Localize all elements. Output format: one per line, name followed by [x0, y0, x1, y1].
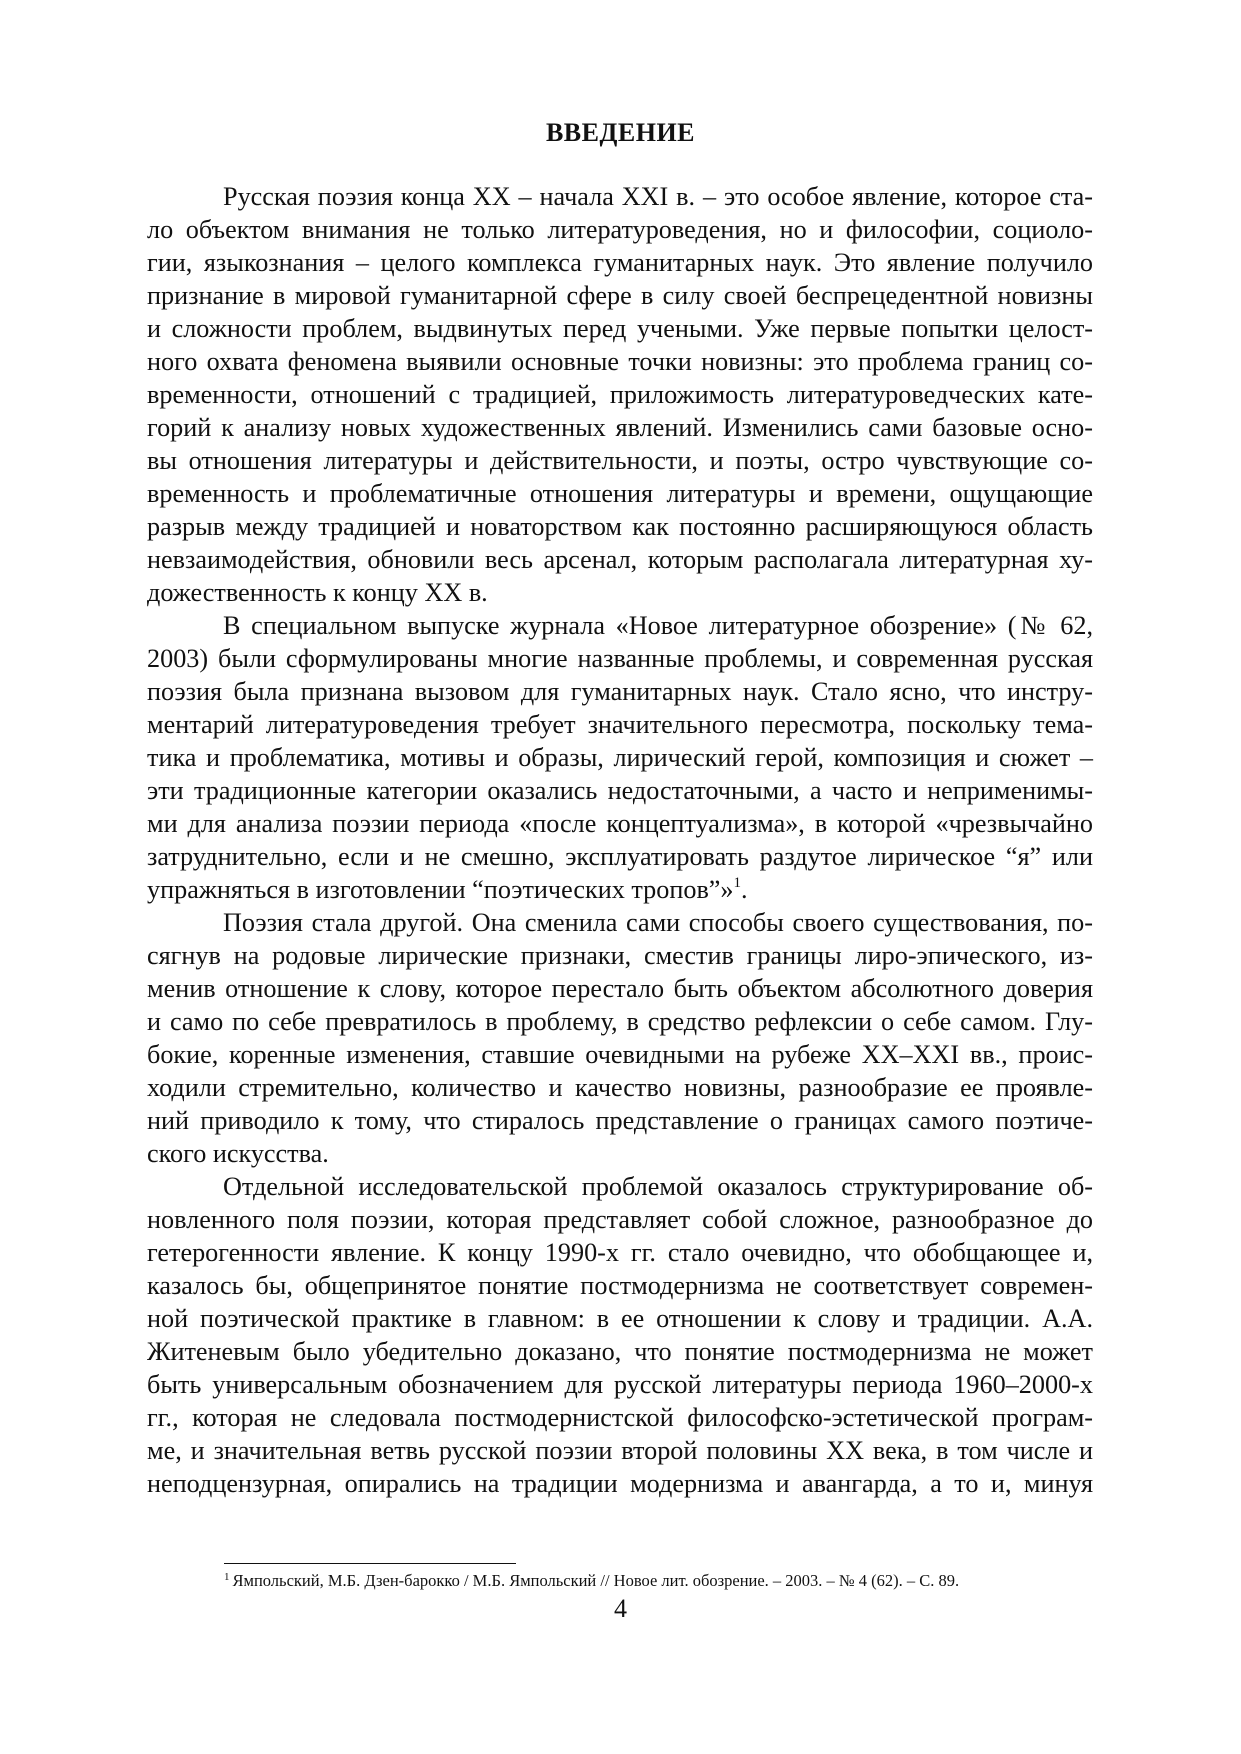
- text-line: гг., которая не следовала постмодернистской философско-эстетической програм-: [147, 1403, 1093, 1432]
- text-line: ний приводило к тому, что стиралось представление о границах самого поэтиче-: [147, 1106, 1093, 1135]
- text-line: ми для анализа поэзии периода «после концептуализма», в которой «чрезвычайно: [147, 809, 1093, 838]
- text-line: ло объектом внимания не только литературоведения, но и философии, социоло-: [147, 215, 1093, 244]
- text-line: Русская поэзия конца XX – начала XXI в. – это особое явление, которое ста-: [223, 182, 1093, 211]
- text-line: упражняться в изготовлении “поэтических тропов”»: [147, 875, 734, 904]
- text-line: невзаимодействия, обновили весь арсенал, которым располагала литературная ху-: [147, 545, 1093, 574]
- text-line: ного охвата феномена выявили основные точки новизны: это проблема границ со-: [147, 347, 1093, 376]
- text-line: бокие, коренные изменения, ставшие очевидными на рубеже XX–XXI вв., проис-: [147, 1040, 1093, 1069]
- text-line: вы отношения литературы и действительности, и поэты, остро чувствующие со-: [147, 446, 1093, 475]
- footnote-reference[interactable]: 1: [733, 875, 742, 891]
- text-line: быть универсальным обозначением для русской литературы периода 1960–2000-х: [147, 1370, 1093, 1399]
- text-line: эти традиционные категории оказались недостаточными, а часто и неприменимы-: [147, 776, 1093, 805]
- footnote-divider: [224, 1563, 516, 1564]
- text-line: гии, языкознания – целого комплекса гуманитарных наук. Это явление получило: [147, 248, 1093, 277]
- text-line: и сложности проблем, выдвинутых перед учеными. Уже первые попытки целост-: [147, 314, 1093, 343]
- text-line: дожественность к концу XX в.: [147, 578, 488, 607]
- text-line: 2003) были сформулированы многие названные проблемы, и современная русская: [147, 644, 1093, 673]
- text-line: неподцензурная, опирались на традиции модернизма и авангарда, а то и, минуя: [147, 1469, 1093, 1498]
- text-line: поэзия была признана вызовом для гуманитарных наук. Стало ясно, что инстру-: [147, 677, 1093, 706]
- text-line: гетерогенности явление. К концу 1990-х гг. стало очевидно, что обобщающее и,: [147, 1238, 1093, 1267]
- text-line: ме, и значительная ветвь русской поэзии второй половины XX века, в том числе и: [147, 1436, 1093, 1465]
- text-line: ского искусства.: [147, 1139, 329, 1168]
- text-line: признание в мировой гуманитарной сфере в силу своей беспрецедентной новизны: [147, 281, 1093, 310]
- text-line: и само по себе превратилось в проблему, в средство рефлексии о себе самом. Глу-: [147, 1007, 1093, 1036]
- text-line: казалось бы, общепринятое понятие постмодернизма не соответствует современ-: [147, 1271, 1093, 1300]
- text-line: В специальном выпуске журнала «Новое литературное обозрение» (№ 62,: [223, 611, 1093, 640]
- text-line: менив отношение к слову, которое перестало быть объектом абсолютного доверия: [147, 974, 1093, 1003]
- text-line: временность и проблематичные отношения литературы и времени, ощущающие: [147, 479, 1093, 508]
- page-number: 4: [614, 1594, 627, 1623]
- text-line: тика и проблематика, мотивы и образы, лирический герой, композиция и сюжет –: [147, 743, 1093, 772]
- text-line-with-footnote: [147, 873, 1093, 906]
- text-line: временности, отношений с традицией, приложимость литературоведческих кате-: [147, 380, 1093, 409]
- footnote-text: Ямпольский, М.Б. Дзен-барокко / М.Б. Ямпольский // Новое лит. обозрение. – 2003. – № 4 (62). – С. 89.: [232, 1571, 960, 1590]
- text-line: Отдельной исследовательской проблемой оказалось структурирование об-: [223, 1172, 1093, 1201]
- text-line: сягнув на родовые лирические признаки, сместив границы лиро-эпического, из-: [147, 941, 1093, 970]
- sentence-end: .: [741, 875, 748, 904]
- text-line: ной поэтической практике в главном: в ее отношении к слову и традиции. А.А.: [147, 1304, 1093, 1333]
- footnote-number: 1: [224, 1571, 230, 1583]
- text-line: ходили стремительно, количество и качество новизны, разнообразие ее проявле-: [147, 1073, 1093, 1102]
- text-line: Житеневым было убедительно доказано, что понятие постмодернизма не может: [147, 1337, 1093, 1366]
- text-line: Поэзия стала другой. Она сменила сами способы своего существования, по-: [223, 908, 1093, 937]
- text-line: разрыв между традицией и новаторством как постоянно расширяющуюся область: [147, 512, 1093, 541]
- text-line: горий к анализу новых художественных явлений. Изменились сами базовые осно-: [147, 413, 1093, 442]
- footnote: [224, 1570, 1124, 1592]
- text-line: ментарий литературоведения требует значительного пересмотра, поскольку тема-: [147, 710, 1093, 739]
- text-line: новленного поля поэзии, которая представляет собой сложное, разнообразное до: [147, 1205, 1093, 1234]
- body-text: [147, 180, 1093, 1500]
- page-title: ВВЕДЕНИЕ: [545, 118, 696, 147]
- text-line: затруднительно, если и не смешно, эксплуатировать раздутое лирическое “я” или: [147, 842, 1093, 871]
